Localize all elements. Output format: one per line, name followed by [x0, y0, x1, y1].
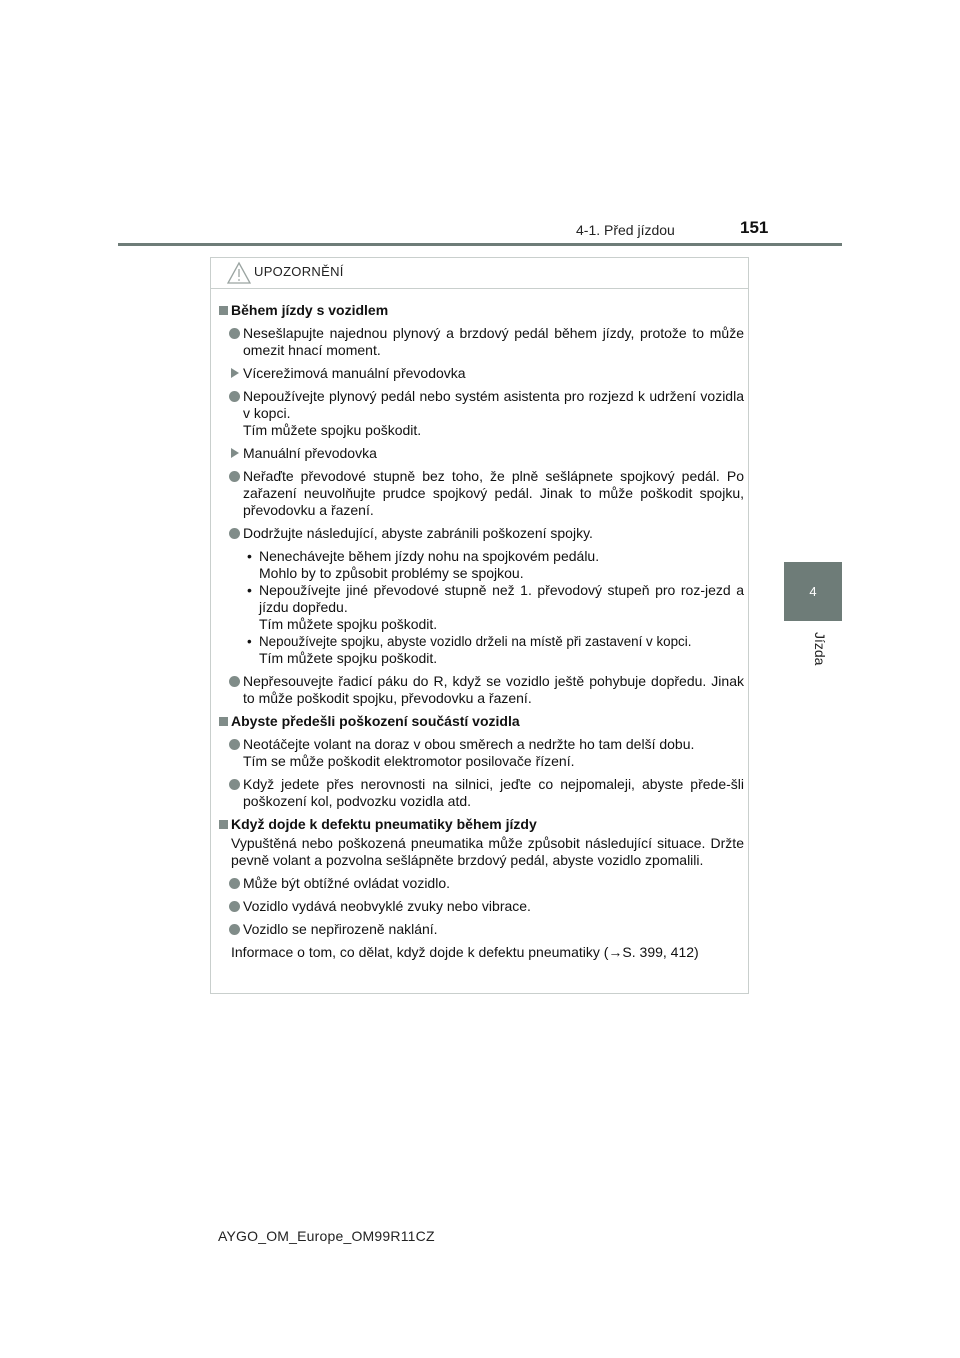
list-item: Vozidlo se nepřirozeně naklání.	[219, 921, 744, 938]
bullet-icon	[229, 528, 240, 539]
sub-list-item: • Nepoužívejte jiné převodové stupně než 1. převodový stupeň pro roz-jezd a jízdu dopředu.	[247, 582, 744, 615]
section-heading: Když dojde k defektu pneumatiky během jízdy	[219, 816, 744, 833]
bullet-icon	[229, 924, 240, 935]
sub-list-item: • Nepoužívejte spojku, abyste vozidlo drželi na místě při zastavení v kopci.	[247, 634, 692, 649]
bullet-icon	[229, 471, 240, 482]
warning-body	[219, 302, 744, 967]
list-item: Dodržujte následující, abyste zabránili poškození spojky.	[219, 525, 744, 542]
page-reference-note: Informace o tom, co dělat, když dojde k defektu pneumatiky (→S. 399, 412)	[231, 944, 699, 960]
list-item: Nesešlapujte najednou plynový a brzdový pedál během jízdy, protože to může omezit hnací moment.	[219, 325, 744, 359]
list-item: Nepoužívejte plynový pedál nebo systém asistenta pro rozjezd k udržení vozidla v kopci.	[219, 388, 744, 422]
bullet-icon	[229, 901, 240, 912]
list-item: Nepřesouvejte řadicí páku do R, když se vozidlo ještě pohybuje dopředu. Jinak to může poškodit spojku, převodovku a řazení.	[219, 673, 744, 707]
bullet-icon	[229, 878, 240, 889]
document-code: AYGO_OM_Europe_OM99R11CZ	[218, 1228, 435, 1244]
list-item: Vozidlo vydává neobvyklé zvuky nebo vibrace.	[219, 898, 744, 915]
sub-heading: Manuální převodovka	[219, 445, 744, 462]
header-rule	[118, 243, 842, 246]
bullet-icon	[229, 676, 240, 687]
arrow-right-icon	[231, 368, 239, 378]
warning-header	[211, 258, 748, 289]
list-item: Když jedete přes nerovnosti na silnici, jeďte co nejpomaleji, abyste přede-šli poškození kol, podvozku vozidla atd.	[219, 776, 744, 810]
sub-list-item-continuation: Tím můžete spojku poškodit.	[259, 650, 438, 666]
section-heading: Během jízdy s vozidlem	[219, 302, 744, 319]
chapter-label: Jízda	[812, 632, 828, 666]
list-item-continuation: Tím můžete spojku poškodit.	[243, 422, 422, 438]
sub-heading: Vícerežimová manuální převodovka	[219, 365, 744, 382]
list-item-continuation: Tím se může poškodit elektromotor posilovače řízení.	[243, 753, 575, 769]
paragraph: Vypuštěná nebo poškozená pneumatika může způsobit následující situace. Držte pevně volant a pozvolna sešlápněte brzdový pedál, abyste vozidlo zpomalili.	[231, 835, 744, 868]
arrow-right-icon	[231, 448, 239, 458]
list-item: Neřaďte převodové stupně bez toho, že plně sešlápnete spojkový pedál. Po zařazení neuvolňujte prudce spojkový pedál. Jinak to může poškodit spojku, převodovku a řazení.	[219, 468, 744, 519]
bullet-icon	[229, 739, 240, 750]
chapter-tab[interactable]	[784, 562, 842, 621]
bullet-icon	[229, 328, 240, 339]
warning-title: UPOZORNĚNÍ	[254, 264, 344, 279]
bullet-icon	[229, 391, 240, 402]
sub-list-item-continuation: Mohlo by to způsobit problémy se spojkou.	[259, 565, 524, 581]
section-title: 4-1. Před jízdou	[576, 222, 675, 238]
sub-list-item: • Nenechávejte během jízdy nohu na spojkovém pedálu.	[247, 548, 600, 564]
sub-list-item-continuation: Tím můžete spojku poškodit.	[259, 616, 438, 632]
warning-triangle-icon	[226, 261, 252, 285]
page-number: 151	[740, 218, 769, 237]
list-item: Neotáčejte volant na doraz v obou směrech a nedržte ho tam delší dobu.	[219, 736, 744, 753]
warning-box	[210, 257, 749, 994]
bullet-icon	[229, 779, 240, 790]
section-heading: Abyste předešli poškození součástí vozidla	[219, 713, 744, 730]
chapter-number: 4	[809, 584, 817, 599]
list-item: Může být obtížné ovládat vozidlo.	[219, 875, 744, 892]
